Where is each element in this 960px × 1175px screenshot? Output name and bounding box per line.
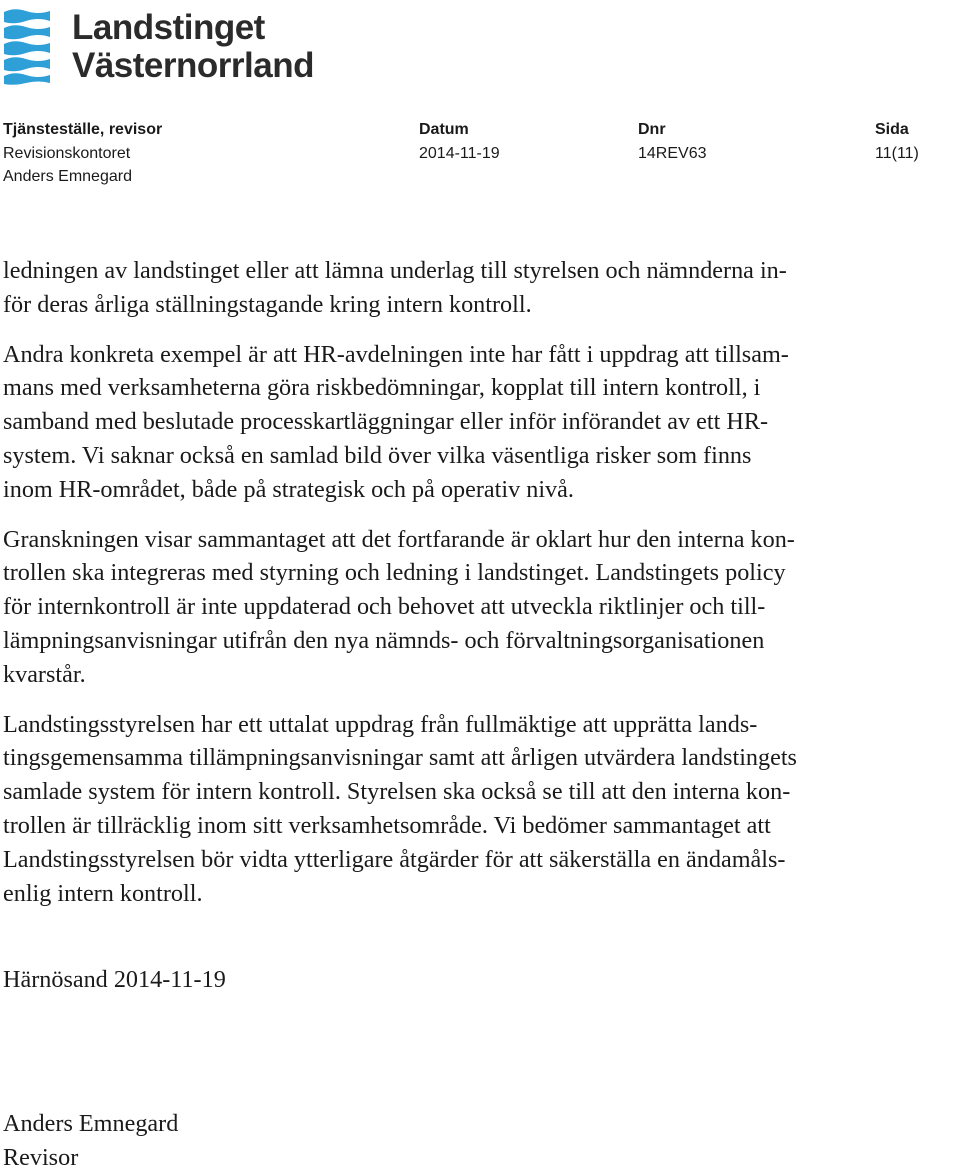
text-line: lämpningsanvisningar utifrån den nya nämnds- och förvaltningsorganisationen [3,626,765,654]
paragraph [3,254,959,322]
text-line: trollen ska integreras med styrning och ledning i landstinget. Landstingets policy [3,559,786,587]
header-workplace-person: Anders Emnegard [3,168,132,185]
text-line: system. Vi saknar också en samlad bild över vilka väsentliga risker som finns [3,441,752,469]
logo [2,6,332,86]
text-line: trollen är tillräcklig inom sitt verksamhetsområde. Vi bedömer sammantaget att [3,811,771,839]
header-page-value: 11(11) [875,144,919,162]
header-dnr [638,118,707,165]
header-page-label: Sida [875,121,909,138]
text-line: inom HR-området, både på strategisk och på operativ nivå. [3,475,574,503]
text-line: för deras årliga ställningstagande kring intern kontroll. [3,290,532,318]
signature-name: Anders Emnegard [3,1110,179,1137]
header-workplace-label: Tjänsteställe, revisor [3,121,163,138]
text-line: kvarstår. [3,660,86,688]
text-line: Granskningen visar sammantaget att det fortfarande är oklart hur den interna kon- [3,525,795,553]
wave-logo-icon [2,6,64,86]
logo-text-line2: Västernorrland [72,46,314,85]
document-body [3,254,959,926]
text-line: samband med beslutade processkartläggningar eller inför införandet av ett HR- [3,408,769,436]
text-line: Andra konkreta exempel är att HR-avdelningen inte har fått i uppdrag att tillsam- [3,340,789,368]
paragraph [3,523,959,692]
text-line: ledningen av landstinget eller att lämna underlag till styrelsen och nämnderna in- [3,257,787,284]
header-dnr-label: Dnr [638,121,666,138]
text-line: för internkontroll är inte uppdaterad och behovet att utveckla riktlinjer och till- [3,593,766,621]
text-line: samlade system för intern kontroll. Styrelsen ska också se till att den interna kon- [3,778,791,806]
header-workplace-office: Revisionskontoret [3,144,131,162]
header-page [875,118,919,165]
signature-block [3,1107,178,1175]
text-line: tingsgemensamma tillämpningsanvisningar samt att årligen utvärdera landstingets [3,744,797,772]
text-line: Landstingsstyrelsen har ett uttalat uppdrag från fullmäktige att upprätta lands- [3,710,758,738]
header-date-label: Datum [419,121,469,138]
paragraph [3,338,959,507]
signature-place-date: Härnösand 2014-11-19 [3,966,226,993]
header-workplace [3,118,162,189]
text-line: Landstingsstyrelsen bör vidta ytterligare åtgärder för att säkerställa en ändamåls- [3,845,786,873]
logo-text-line1: Landstinget [72,8,265,47]
text-line: enlig intern kontroll. [3,879,203,907]
header-dnr-value: 14REV63 [638,144,707,162]
signature-title: Revisor [3,1143,79,1171]
header-date [419,118,500,165]
header-date-value: 2014-11-19 [419,144,500,162]
text-line: mans med verksamheterna göra riskbedömningar, kopplat till intern kontroll, i [3,374,761,402]
paragraph [3,708,959,911]
